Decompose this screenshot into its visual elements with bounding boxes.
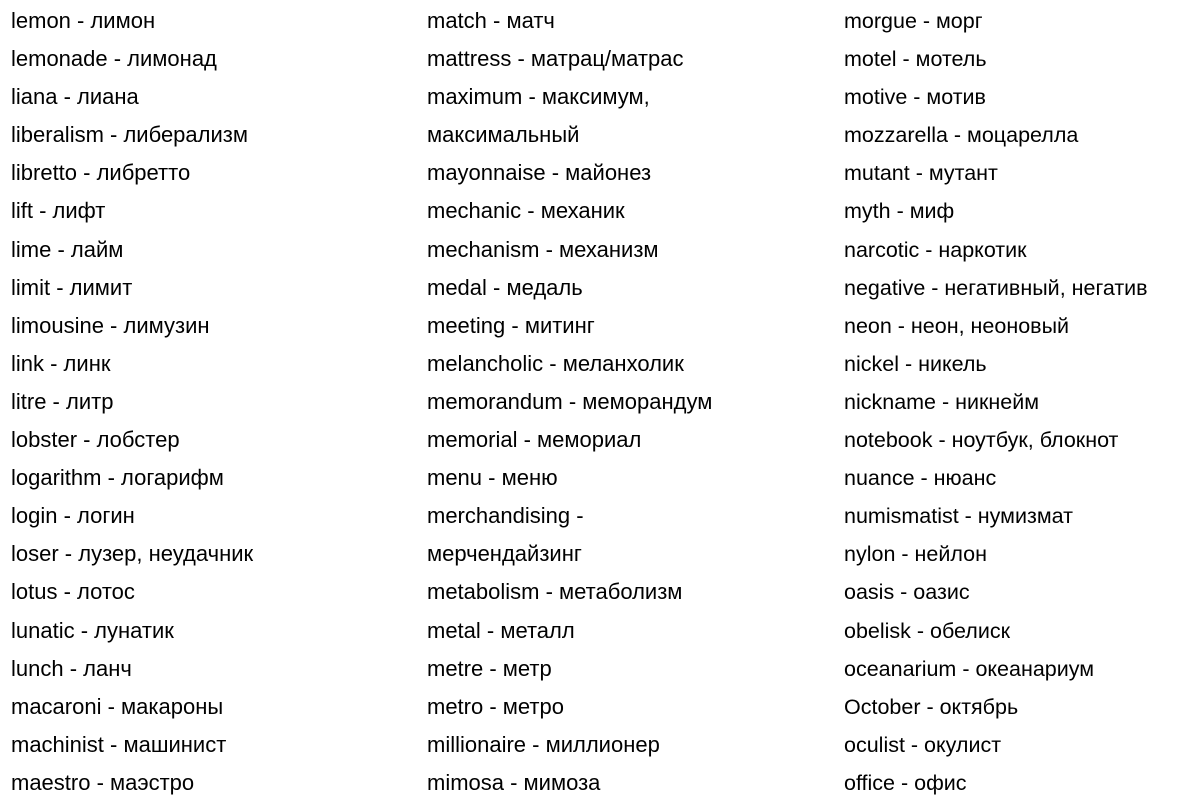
word-entry: medal - медаль (427, 274, 583, 300)
word-entry: liana - лиана (11, 84, 139, 110)
word-entry: mozzarella - моцарелла (844, 123, 1079, 148)
word-entry: lemon - лимон (11, 8, 156, 33)
word-entry: limit - лимит (11, 274, 133, 300)
word-entry: lotus - лотос (11, 579, 135, 605)
word-entry: macaroni - макароны (11, 693, 224, 719)
word-entry: memorandum - меморандум (427, 388, 713, 414)
word-entry: melancholic - меланхолик (427, 350, 684, 376)
word-entry: match - матч (427, 8, 555, 33)
word-entry: mattress - матрац/матрас (427, 46, 684, 72)
word-entry: meeting - митинг (427, 312, 595, 338)
word-entry: oceanarium - океанариум (844, 656, 1095, 681)
word-entry: mimosa - мимоза (427, 769, 601, 795)
word-entry: numismatist - нумизмат (844, 504, 1073, 529)
word-entry: limousine - лимузин (11, 312, 210, 338)
word-entry: loser - лузер, неудачник (11, 541, 254, 567)
word-entry: lunatic - лунатик (11, 617, 174, 643)
word-entry: lobster - лобстер (11, 427, 180, 453)
word-entry: office - офис (844, 770, 967, 795)
word-entry: obelisk - обелиск (844, 618, 1011, 643)
word-entry: oculist - окулист (844, 732, 1002, 757)
word-entry: liberalism - либерализм (11, 122, 248, 148)
word-entry: mechanic - механик (427, 198, 625, 224)
word-entry-continuation: максимальный (427, 122, 580, 148)
word-entry: millionaire - миллионер (427, 731, 660, 757)
word-entry: metre - метр (427, 655, 552, 681)
word-entry: metal - металл (427, 617, 575, 643)
word-entry: merchandising - (427, 503, 584, 529)
word-entry: neon - неон, неоновый (844, 313, 1070, 338)
word-entry: logarithm - логарифм (11, 465, 224, 491)
word-entry: lime - лайм (11, 236, 124, 262)
word-entry: motel - мотель (844, 47, 987, 72)
word-entry: mutant - мутант (844, 161, 998, 186)
word-entry: nickel - никель (844, 351, 987, 376)
word-entry: lemonade - лимонад (11, 46, 217, 72)
word-entry: litre - литр (11, 388, 114, 414)
word-entry: notebook - ноутбук, блокнот (844, 428, 1119, 453)
word-entry: memorial - мемориал (427, 427, 642, 453)
word-entry: mechanism - механизм (427, 236, 659, 262)
word-entry: login - логин (11, 503, 135, 529)
word-entry: lift - лифт (11, 198, 106, 224)
word-entry: metabolism - метаболизм (427, 579, 683, 605)
word-entry: metro - метро (427, 693, 564, 719)
word-entry: narcotic - наркотик (844, 237, 1027, 262)
word-entry: machinist - машинист (11, 731, 227, 757)
word-column-3 (844, 2, 1200, 802)
word-entry: nylon - нейлон (844, 542, 987, 567)
word-column-1 (11, 2, 416, 802)
word-entry: motive - мотив (844, 85, 986, 110)
word-entry: link - линк (11, 350, 111, 376)
word-entry: negative - негативный, негатив (844, 275, 1148, 300)
word-entry: menu - меню (427, 465, 558, 491)
word-entry: myth - миф (844, 199, 955, 224)
word-entry: nuance - нюанс (844, 466, 997, 491)
word-entry: libretto - либретто (11, 160, 191, 186)
word-entry: oasis - оазис (844, 580, 970, 605)
word-entry: morgue - морг (844, 9, 983, 33)
word-entry: maximum - максимум, (427, 84, 650, 110)
word-entry: lunch - ланч (11, 655, 132, 681)
word-entry: mayonnaise - майонез (427, 160, 652, 186)
word-entry-continuation: мерчендайзинг (427, 541, 582, 567)
word-entry: nickname - никнейм (844, 389, 1040, 414)
word-column-2 (427, 2, 832, 802)
word-entry: maestro - маэстро (11, 769, 195, 795)
word-entry: October - октябрь (844, 694, 1019, 719)
